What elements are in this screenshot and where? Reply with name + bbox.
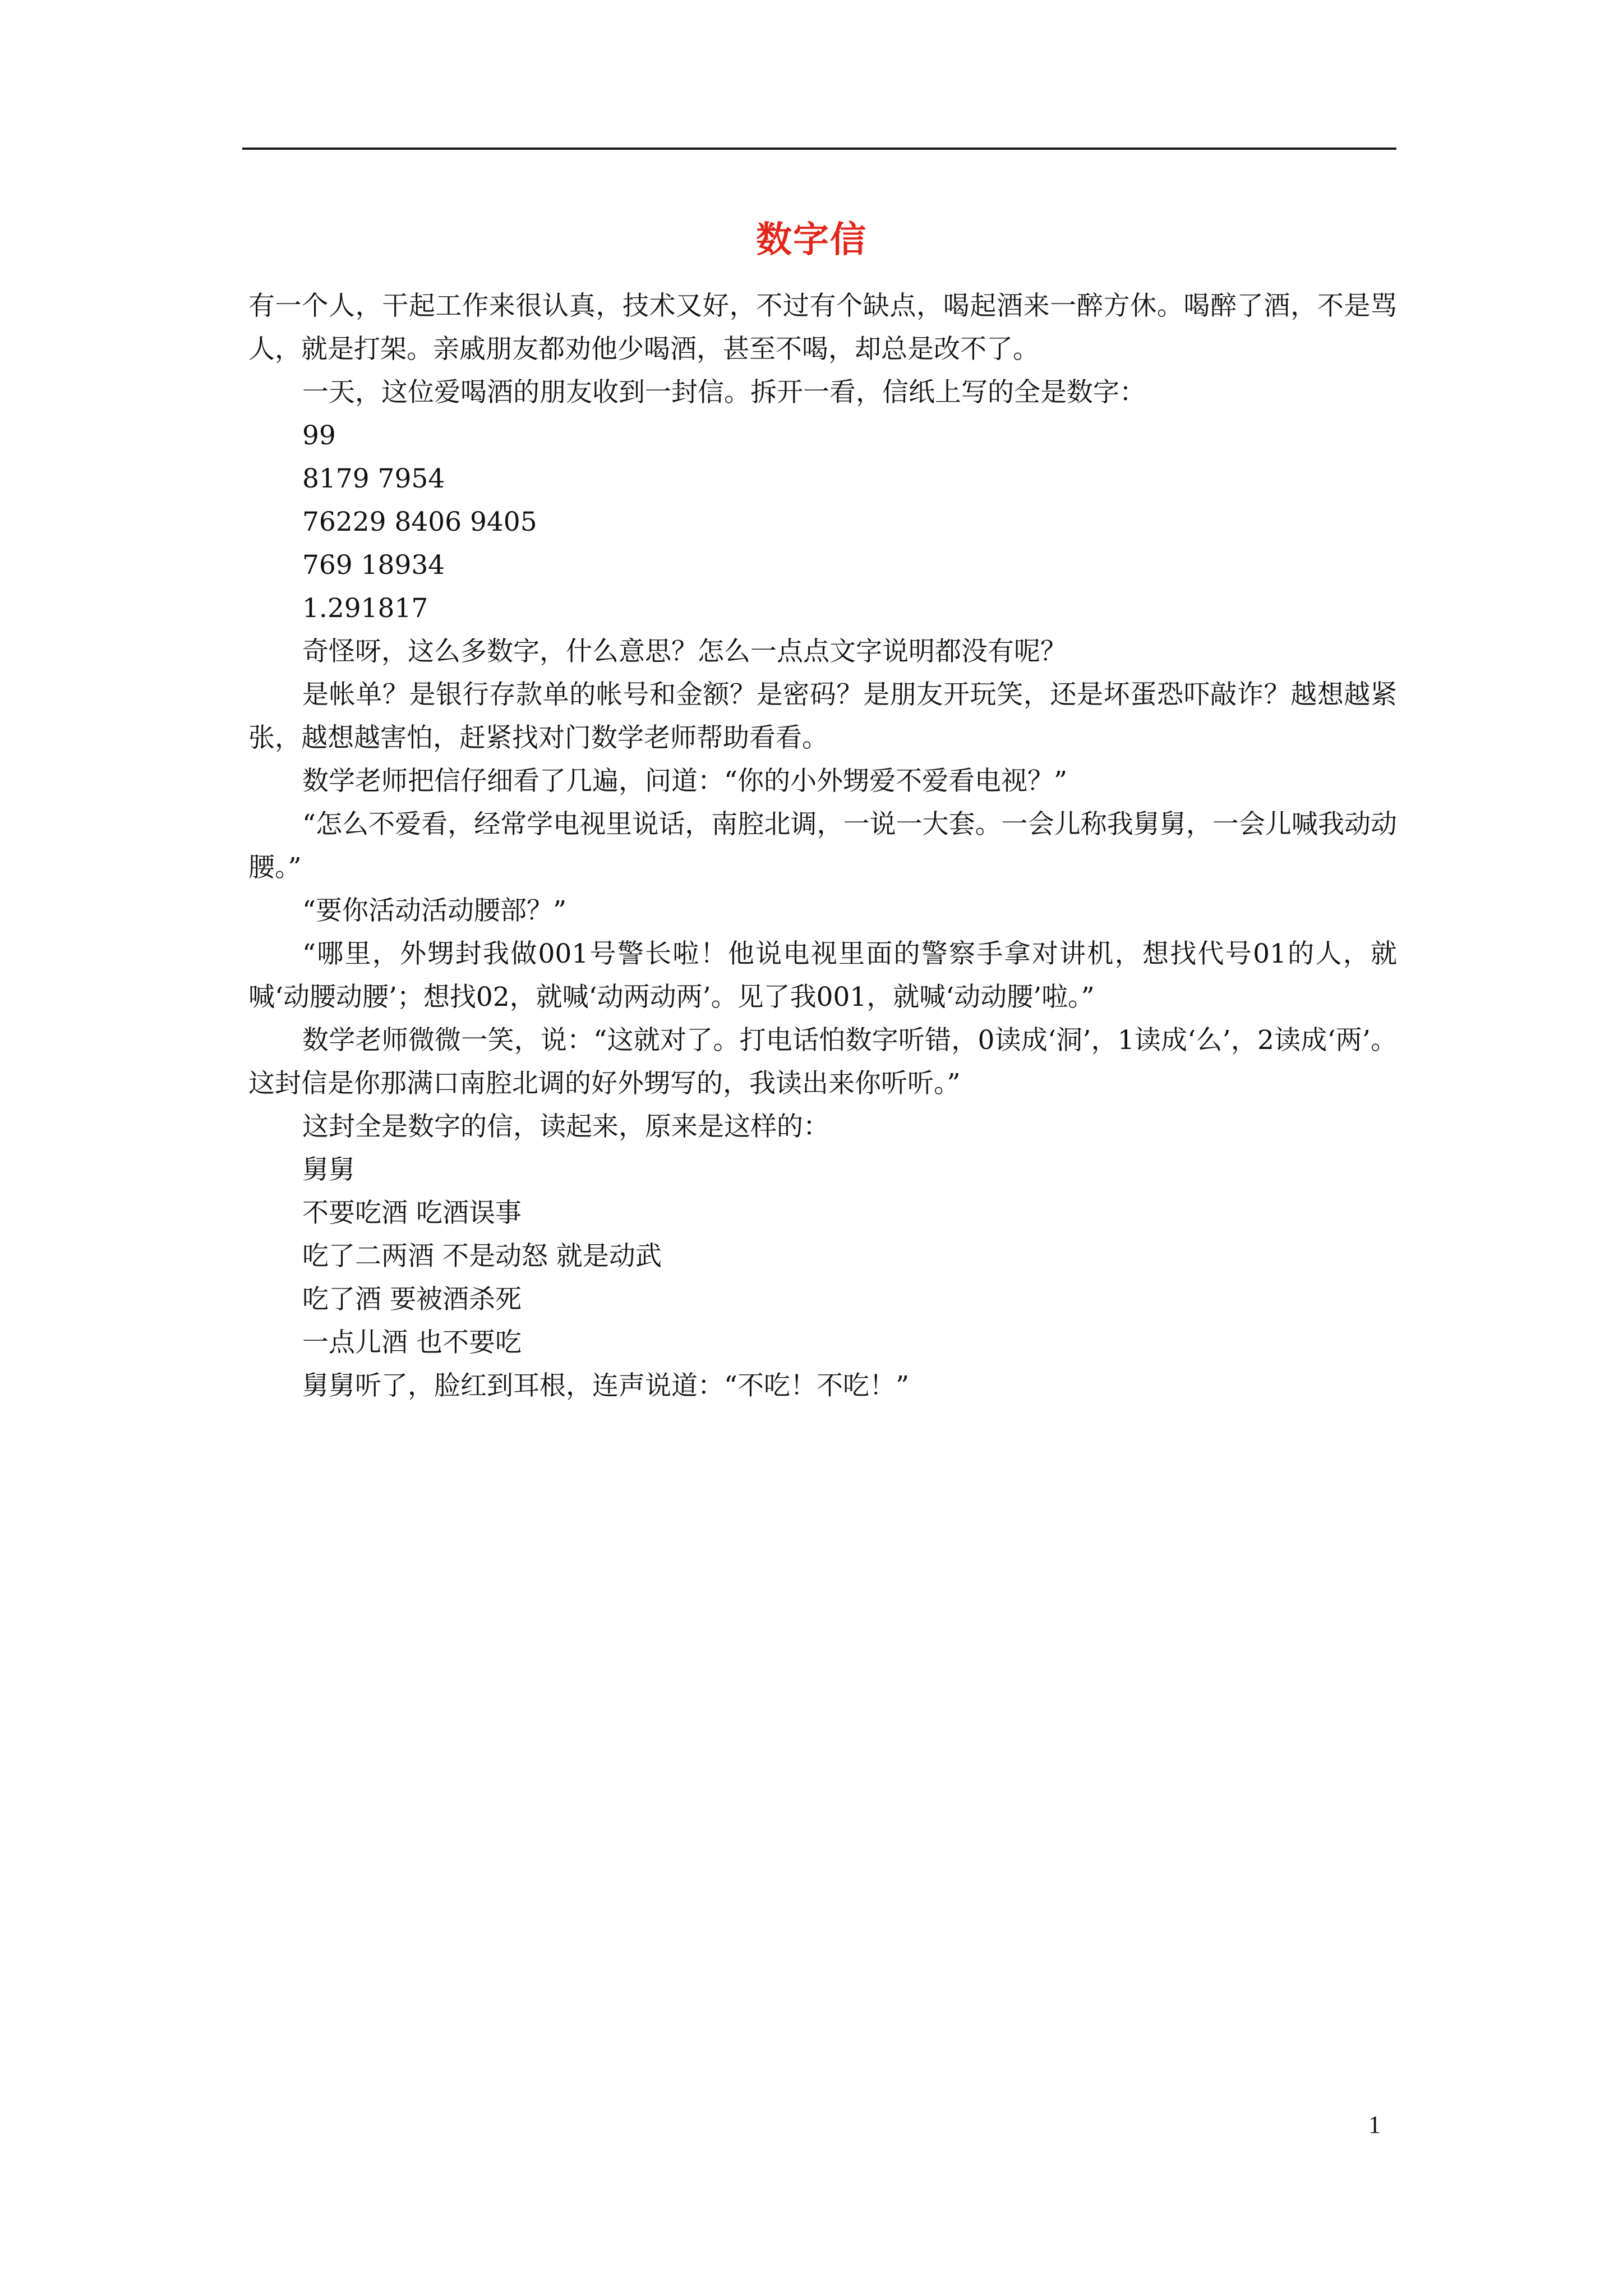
paragraph: 数学老师微微一笑，说：“这就对了。打电话怕数字听错，0读成‘洞’，1读成‘么’，2读成‘两’。这封信是你那满口南腔北调的好外甥写的，我读出来你听听。” — [248, 1025, 1397, 1099]
letter-line: 吃了二两酒 不是动怒 就是动武 — [302, 1241, 662, 1272]
number-line: 8179 7954 — [302, 463, 445, 494]
paragraph: 一天，这位爱喝酒的朋友收到一封信。拆开一看，信纸上写的全是数字： — [302, 377, 1146, 408]
letter-line: 不要吃酒 吃酒误事 — [302, 1198, 522, 1228]
document-title: 数字信 — [756, 219, 867, 261]
paragraph: “哪里，外甥封我做001号警长啦！他说电视里面的警察手拿对讲机，想找代号01的人，就喊‘动腰动腰’；想找02，就喊‘动两动两’。见了我001，就喊‘动动腰’啦。” — [248, 938, 1397, 1013]
number-line: 769 18934 — [302, 550, 445, 581]
page-number: 1 — [1368, 2111, 1381, 2138]
paragraph: “要你活动活动腰部？” — [302, 895, 567, 926]
paragraph: 是帐单？是银行存款单的帐号和金额？是密码？是朋友开玩笑，还是坏蛋恐吓敲诈？越想越紧张，越想越害怕，赶紧找对门数学老师帮助看看。 — [248, 679, 1397, 753]
paragraph: 数学老师把信仔细看了几遍，问道：“你的小外甥爱不爱看电视？” — [302, 766, 1068, 797]
paragraph: 有一个人，干起工作来很认真，技术又好，不过有个缺点，喝起酒来一醉方休。喝醉了酒，不是骂人，就是打架。亲戚朋友都劝他少喝酒，甚至不喝，却总是改不了。 — [248, 291, 1397, 365]
paragraph: 舅舅听了，脸红到耳根，连声说道：“不吃！不吃！” — [302, 1370, 910, 1401]
number-line: 1.291817 — [302, 593, 428, 624]
document-body — [248, 284, 1397, 1407]
paragraph: 这封全是数字的信，读起来，原来是这样的： — [302, 1111, 829, 1142]
letter-line: 一点儿酒 也不要吃 — [302, 1327, 522, 1358]
paragraph: “怎么不爱看，经常学电视里说话，南腔北调，一说一大套。一会儿称我舅舅，一会儿喊我动动腰。” — [248, 809, 1397, 883]
number-line: 76229 8406 9405 — [302, 507, 537, 537]
letter-line: 吃了酒 要被酒杀死 — [302, 1284, 522, 1315]
number-line: 99 — [302, 420, 336, 451]
letter-line: 舅舅 — [302, 1154, 355, 1185]
paragraph: 奇怪呀，这么多数字，什么意思？怎么一点点文字说明都没有呢？ — [302, 636, 1067, 667]
header-rule — [242, 148, 1396, 150]
